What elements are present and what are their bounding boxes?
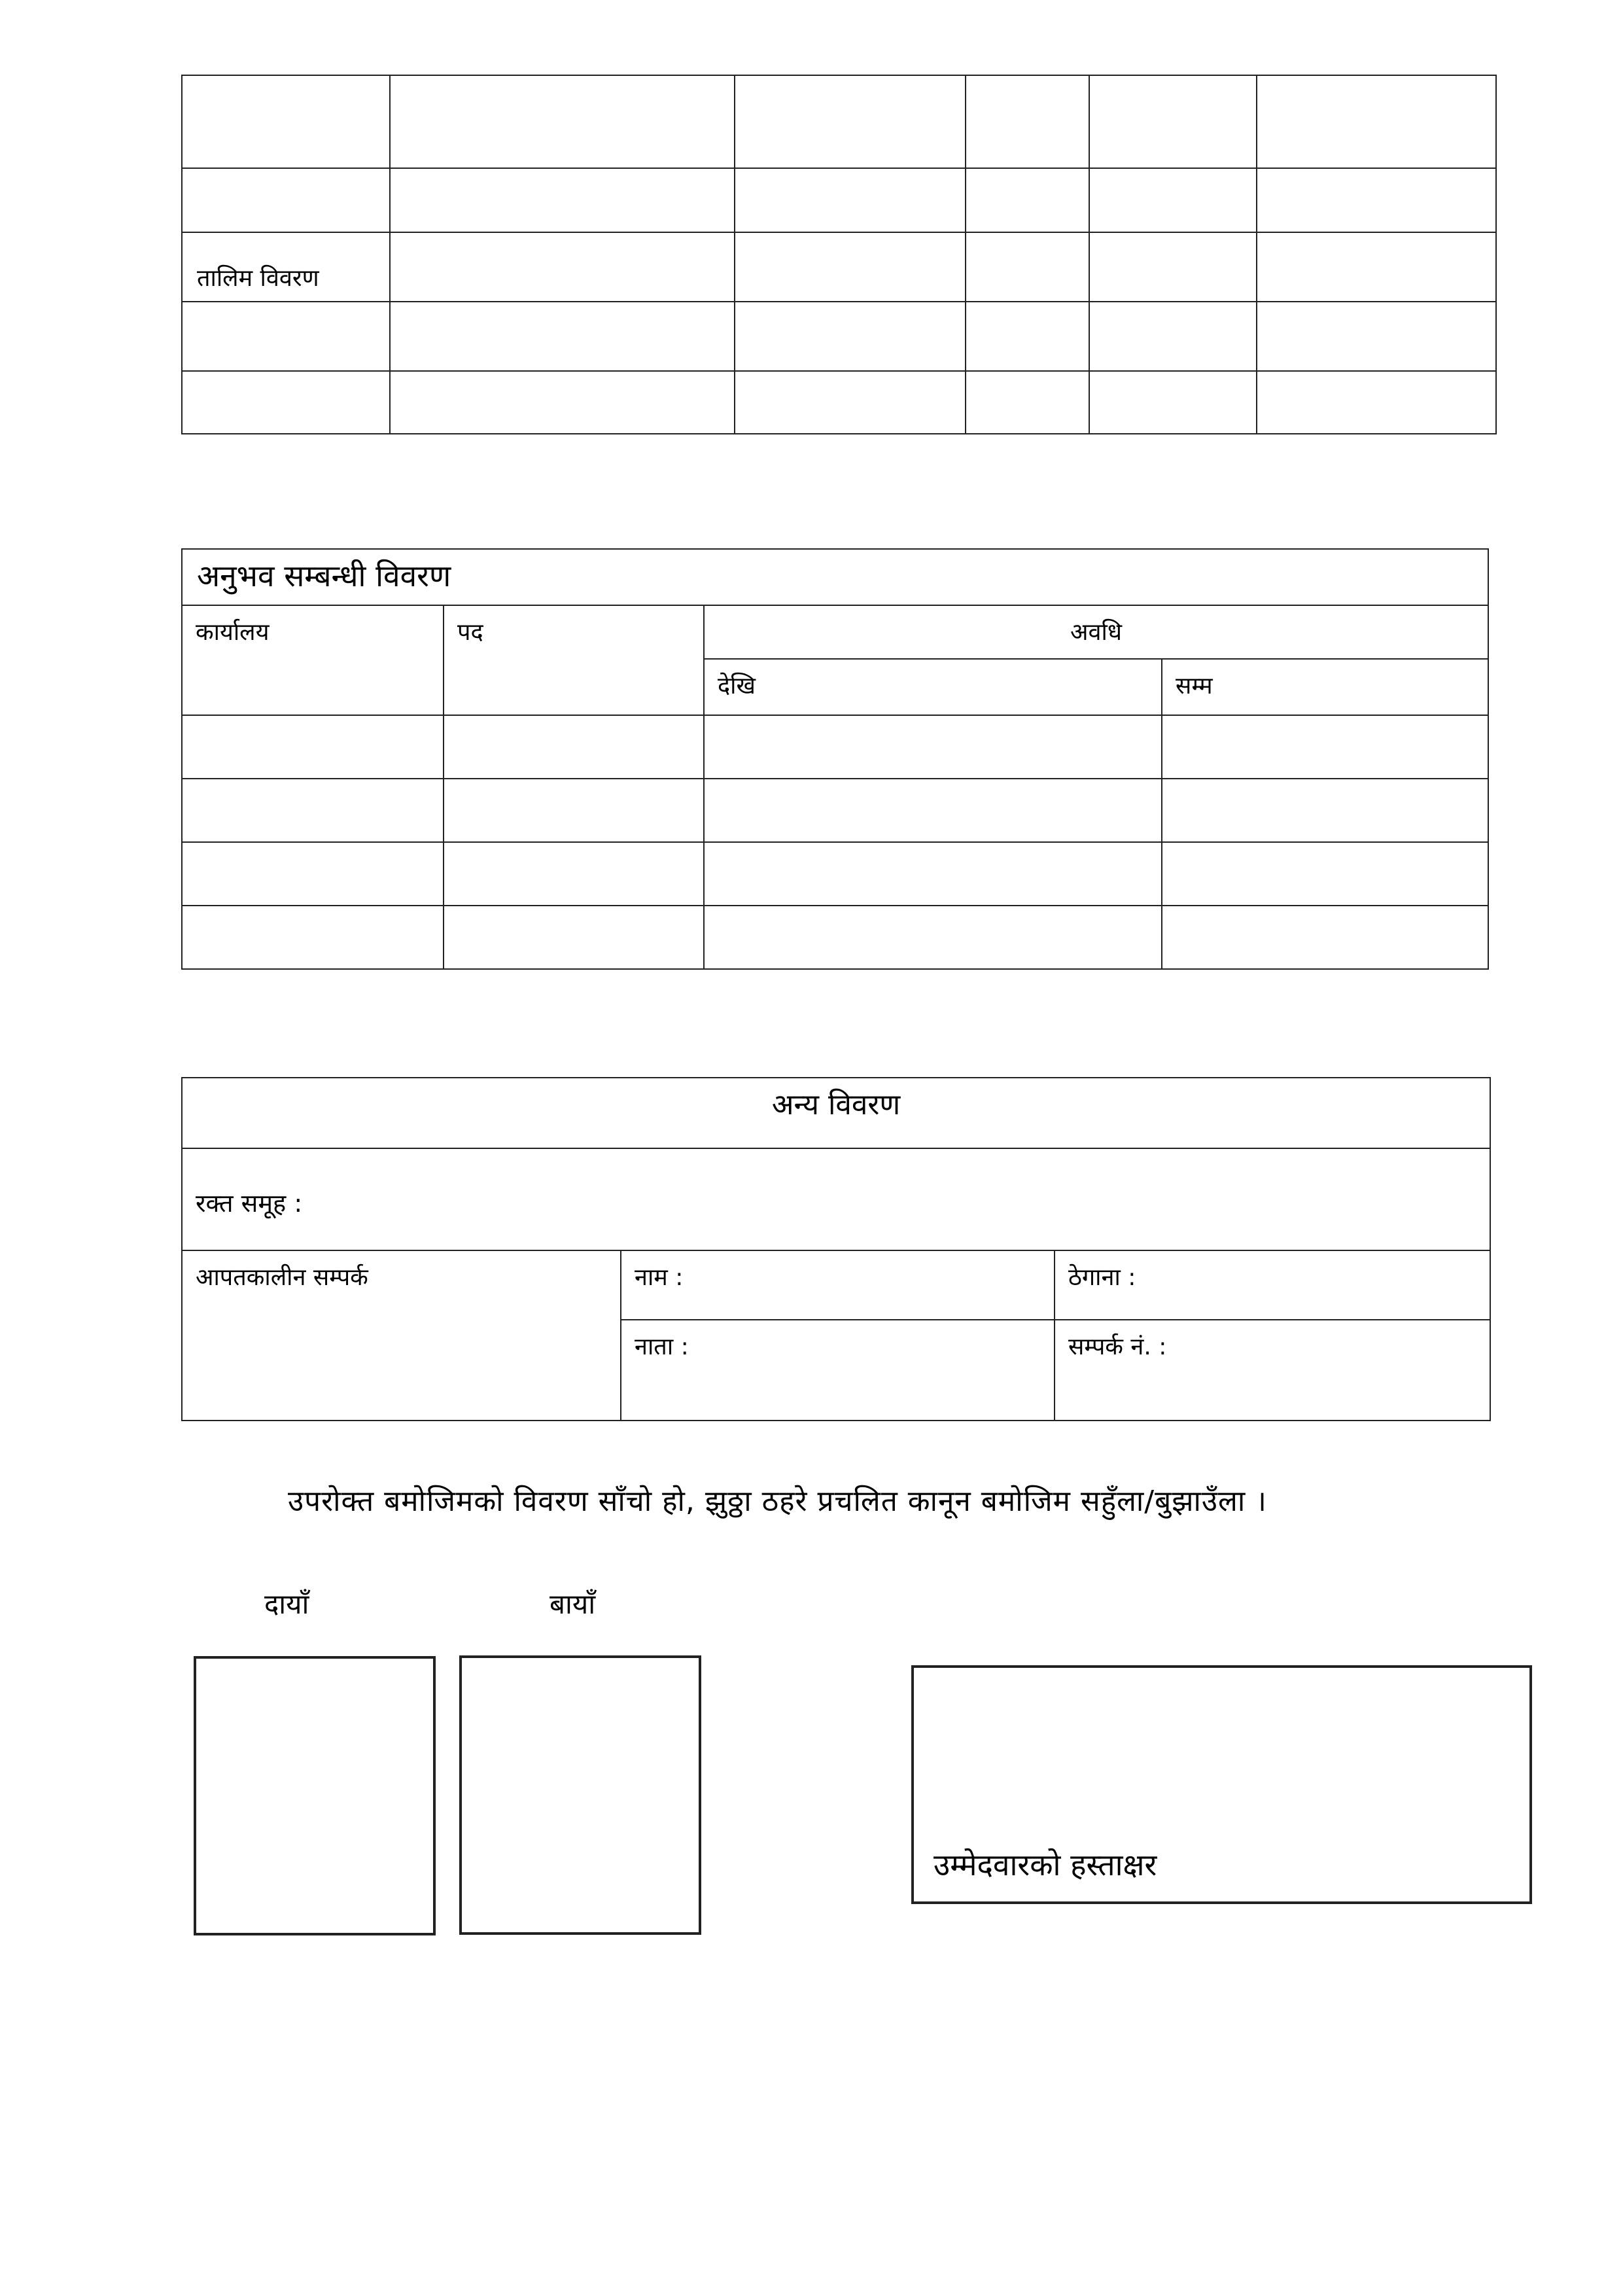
table-cell[interactable] <box>1257 168 1496 232</box>
experience-table <box>181 548 1489 970</box>
table-cell[interactable] <box>182 779 444 842</box>
post-header-label: पद <box>457 619 483 646</box>
table-cell[interactable] <box>704 842 1162 906</box>
table-cell[interactable] <box>704 779 1162 842</box>
emergency-contact-label: आपतकालीन सम्पर्क <box>196 1264 368 1291</box>
table-cell[interactable] <box>1089 302 1257 371</box>
contact-number-label: सम्पर्क नं. : <box>1068 1333 1167 1360</box>
table-cell[interactable] <box>966 232 1089 302</box>
table-cell[interactable] <box>390 75 735 168</box>
right-thumbprint-box[interactable] <box>194 1656 436 1935</box>
contact-number-field[interactable] <box>1055 1320 1490 1421</box>
office-header <box>182 605 444 715</box>
emergency-contact-cell <box>182 1250 621 1421</box>
table-cell[interactable] <box>444 906 704 969</box>
table-cell[interactable] <box>390 232 735 302</box>
table-cell[interactable] <box>966 371 1089 434</box>
table-cell[interactable] <box>1257 371 1496 434</box>
left-thumb-label: बायाँ <box>550 1588 596 1620</box>
period-header <box>704 605 1488 659</box>
other-title-cell <box>182 1078 1490 1148</box>
other-details-table <box>181 1077 1491 1421</box>
to-header <box>1162 659 1488 715</box>
contact-name-field[interactable] <box>621 1250 1055 1320</box>
table-cell[interactable] <box>390 168 735 232</box>
table-cell[interactable] <box>444 715 704 779</box>
from-header <box>704 659 1162 715</box>
declaration-statement: उपरोक्त बमोजिमको विवरण साँचो हो, झुठ्ठा ठहरे प्रचलित कानून बमोजिम सहुँला/बुझाउँला । <box>288 1485 1267 1518</box>
table-cell[interactable] <box>182 302 390 371</box>
table-cell[interactable] <box>966 302 1089 371</box>
table-cell[interactable] <box>182 75 390 168</box>
contact-relation-field[interactable] <box>621 1320 1055 1421</box>
experience-title: अनुभव सम्बन्धी विवरण <box>197 558 451 593</box>
table-cell[interactable] <box>735 232 966 302</box>
contact-address-field[interactable] <box>1055 1250 1490 1320</box>
office-header-label: कार्यालय <box>196 619 270 646</box>
table-cell[interactable] <box>1089 75 1257 168</box>
other-details-title: अन्य विवरण <box>771 1088 901 1122</box>
table-cell[interactable] <box>444 779 704 842</box>
blood-group-field[interactable] <box>182 1148 1490 1250</box>
table-cell[interactable] <box>1162 906 1488 969</box>
table-cell[interactable] <box>182 371 390 434</box>
table-cell[interactable] <box>1089 371 1257 434</box>
table-cell[interactable] <box>966 168 1089 232</box>
table-cell[interactable] <box>704 715 1162 779</box>
table-cell[interactable] <box>1089 168 1257 232</box>
table-cell[interactable] <box>182 842 444 906</box>
contact-relation-label: नाता : <box>635 1333 689 1360</box>
table-cell[interactable] <box>390 371 735 434</box>
blood-group-label: रक्त समूह : <box>196 1189 303 1218</box>
table-cell[interactable] <box>735 75 966 168</box>
table-cell[interactable] <box>182 906 444 969</box>
post-header <box>444 605 704 715</box>
period-header-label: अवधि <box>1070 619 1123 646</box>
table-cell[interactable] <box>735 371 966 434</box>
table-cell[interactable] <box>735 168 966 232</box>
right-thumb-label: दायाँ <box>264 1588 309 1620</box>
signature-label: उम्मेदवारको हस्ताक्षर <box>934 1847 1157 1882</box>
table-cell[interactable] <box>1257 302 1496 371</box>
to-header-label: सम्म <box>1176 673 1213 699</box>
training-table <box>181 75 1497 434</box>
contact-address-label: ठेगाना : <box>1068 1264 1136 1291</box>
signature-box[interactable] <box>911 1665 1532 1904</box>
table-cell[interactable] <box>1162 779 1488 842</box>
table-cell[interactable] <box>704 906 1162 969</box>
training-label-cell <box>182 232 390 302</box>
table-cell[interactable] <box>390 302 735 371</box>
table-cell[interactable] <box>182 168 390 232</box>
table-cell[interactable] <box>735 302 966 371</box>
experience-title-cell <box>182 549 1488 605</box>
table-cell[interactable] <box>444 842 704 906</box>
contact-name-label: नाम : <box>635 1264 684 1291</box>
table-cell[interactable] <box>1162 715 1488 779</box>
from-header-label: देखि <box>718 673 756 699</box>
left-thumbprint-box[interactable] <box>459 1655 701 1935</box>
table-cell[interactable] <box>1257 75 1496 168</box>
table-cell[interactable] <box>1162 842 1488 906</box>
table-cell[interactable] <box>182 715 444 779</box>
table-cell[interactable] <box>1089 232 1257 302</box>
table-cell[interactable] <box>966 75 1089 168</box>
training-details-label: तालिम विवरण <box>197 264 319 292</box>
table-cell[interactable] <box>1257 232 1496 302</box>
